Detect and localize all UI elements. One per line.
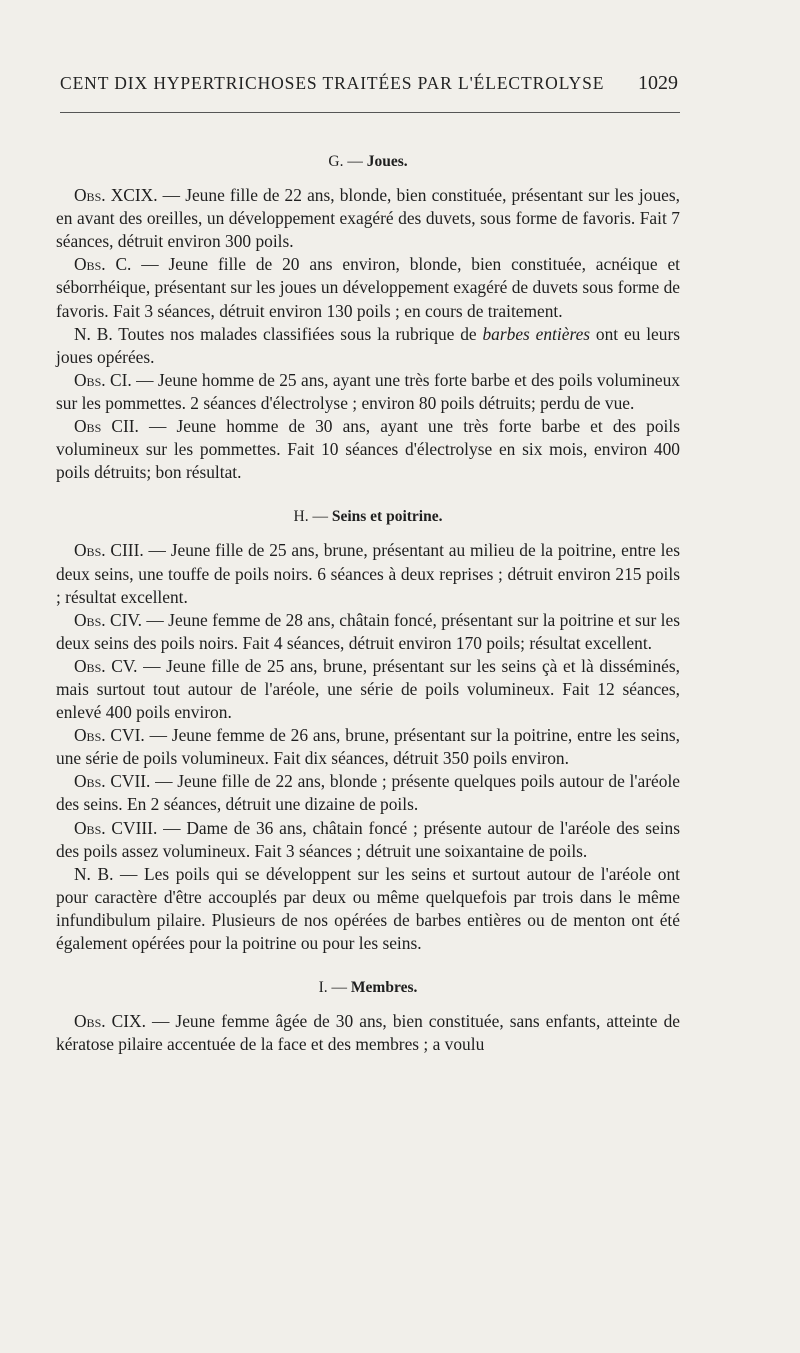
obs-label: Obs. CV. [74,655,138,676]
note-italic: barbes entières [482,323,591,344]
note-text: Toutes nos malades classifiées sous la rubrique de [112,323,483,344]
obs-label: Obs. XCIX. [74,185,158,206]
obs-label: Obs. CVI. [74,725,145,746]
note-paragraph [56,863,680,955]
section-letter: G. — [328,153,363,170]
obs-label: Obs. CIX. [74,1011,146,1032]
observation-paragraph [56,184,680,253]
observation-paragraph [56,817,680,863]
page-body [56,150,680,1056]
observation-paragraph [56,539,680,608]
obs-label: Obs. CVII. [74,771,151,792]
note-text: — Les poils qui se développent sur les seins et surtout autour de l'aréole ont pour caractère d'être accouplés par deux ou même quelquefois par trois dans le même infundibulum pilaire. Plusieurs de nos opérées de barbes entières ou de menton ont été également opérées pour la poitrine ou pour les seins. [56,863,680,953]
obs-text: — Jeune fille de 25 ans, brune, présentant au milieu de la poitrine, entre les deux seins, une touffe de poils noirs. 6 séances à deux reprises ; détruit environ 215 poils ; résultat excellent. [56,540,680,607]
obs-label: Obs. CI. [74,369,132,390]
note-label: N. B. [74,323,113,344]
obs-text: — Jeune femme de 26 ans, brune, présentant sur la poitrine, entre les seins, une série de poils volumineux. Fait dix séances, détruit 350 poils environ. [56,725,681,769]
obs-text: — Jeune femme de 28 ans, châtain foncé, présentant sur la poitrine et sur les deux seins des poils noirs. Fait 4 séances, détruit environ 170 poils; résultat excellent. [56,609,680,653]
note-paragraph [56,323,680,369]
section-heading-membres [56,976,680,999]
obs-text: — Jeune homme de 25 ans, ayant une très forte barbe et des poils volumineux sur les pommettes. 2 séances d'électrolyse ; environ 80 poils détruits; perdu de vue. [56,369,680,413]
obs-label: Obs. C. [74,254,132,275]
obs-text: — Jeune fille de 22 ans, blonde ; présente quelques poils autour de l'aréole des seins. En 2 séances, détruit une dizaine de poils. [56,771,680,815]
obs-label: Obs. CVIII. [74,817,158,838]
section-heading-seins [56,505,680,528]
observation-paragraph [56,253,680,322]
obs-text: — Jeune femme âgée de 30 ans, bien constituée, sans enfants, atteinte de kératose pilaire accentuée de la face et des membres ; a voulu [56,1011,680,1055]
section-title: Membres. [350,979,418,997]
obs-text: — Jeune fille de 20 ans environ, blonde, bien constituée, acnéique et séborrhéique, présentant sur les joues un développement exagéré de duvets sous forme de favoris. Fait 3 séances, détruit environ 130 poils ; en cours de traitement. [56,254,681,321]
section-letter: I. — [318,979,348,997]
observation-paragraph [56,609,680,655]
obs-label: Obs. CIII. [74,540,144,561]
page-number: 1029 [638,72,678,94]
obs-text: — Jeune homme de 30 ans, ayant une très forte barbe et des poils volumineux sur les pommettes. Fait 10 séances d'électrolyse en six mois, environ 400 poils détruits; bon résultat. [56,416,680,483]
observation-paragraph [56,655,680,724]
obs-text: — Dame de 36 ans, châtain foncé ; présente autour de l'aréole des seins des poils assez volumineux. Fait 3 séances ; détruit une soixantaine de poils. [56,817,680,861]
section-title: Seins et poitrine. [331,508,443,526]
running-header [60,72,678,95]
obs-label: Obs CII. [74,416,139,437]
obs-text: — Jeune fille de 25 ans, brune, présentant sur les seins çà et là disséminés, mais surtout tout autour de l'aréole, une série de poils volumineux. Fait 12 séances, enlevé 400 poils environ. [56,655,680,723]
header-rule [60,112,680,113]
note-text-tail: ont eu leurs joues opérées. [56,323,681,367]
running-title: CENT DIX HYPERTRICHOSES TRAITÉES PAR L'ÉLECTROLYSE [60,73,605,93]
observation-paragraph [56,724,680,770]
obs-text: — Jeune fille de 22 ans, blonde, bien constituée, présentant sur les joues, en avant des oreilles, un développement exagéré des duvets, sous forme de favoris. Fait 7 séances, détruit environ 300 poils. [56,185,680,252]
section-title: Joues. [366,153,408,170]
section-letter: H. — [293,508,328,526]
note-label: N. B. [74,863,114,884]
observation-paragraph [56,1010,680,1056]
observation-paragraph [56,369,680,415]
observation-paragraph [56,415,680,484]
observation-paragraph [56,770,680,816]
section-heading-joues [56,150,680,173]
obs-label: Obs. CIV. [74,609,143,630]
